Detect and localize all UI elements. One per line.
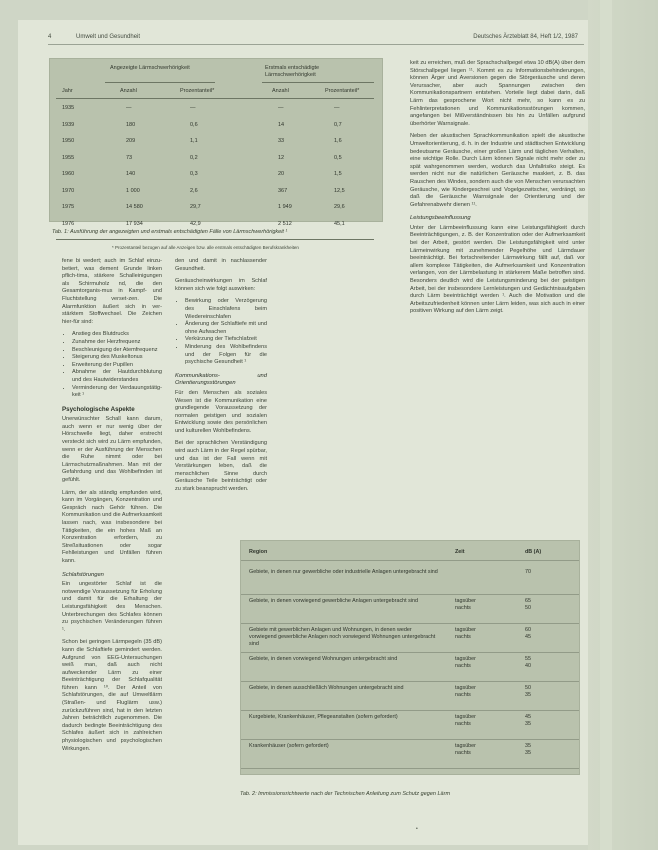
- bullet-item: • Änderung der Schlaftiefe mit und ohne Aufwachen: [185, 321, 267, 336]
- paragraph: Für den Menschen als soziales Wesen ist die Kommunikation eine grundlegende Voraussetzung der normalen geistigen und sozialen Entwicklung sowie des persönlichen und kulturellen Wohlbefindens.: [175, 389, 267, 434]
- table-2-rule: [241, 710, 579, 711]
- bullet-item: • Minderung des Wohlbefindens und der Folgen für die psychische Gesundheit ¹: [185, 344, 267, 367]
- table-1-cell: —: [278, 105, 284, 111]
- table-1-cell: 1,5: [334, 171, 342, 177]
- table-2-rule: [241, 739, 579, 740]
- table-2-caption: Tab. 2: Immissionsrichtwerte nach der Technischen Anleitung zum Schutz gegen Lärm: [240, 791, 451, 797]
- table-1-cell: 73: [126, 154, 133, 161]
- section-heading: Psychologische Aspekte: [62, 405, 135, 413]
- page-strip: [600, 0, 612, 850]
- section-heading: Schlafstörungen: [62, 571, 104, 578]
- table-1-cell: 17 934: [126, 220, 143, 227]
- table-1-cell: 1935: [62, 105, 75, 111]
- table-2-cell: Gebiete, in denen ausschließlich Wohnungen untergebracht sind: [249, 685, 404, 691]
- bullet-item: • Bewirkung oder Verzögerung des Einschlafens beim Wiedereinschlafen: [185, 298, 267, 321]
- table-1-col-pct-b: Prozentanteil*: [325, 88, 360, 94]
- section-heading: Kommunikations- und Orientierungsstörungen: [175, 372, 267, 387]
- bullet-list: [175, 298, 267, 366]
- table-1-cell: 14 580: [126, 204, 143, 210]
- table-1-cell: 1976: [62, 220, 75, 227]
- table-1-rule: [56, 239, 374, 240]
- table-1-col-pct-a: Prozentanteil*: [180, 88, 215, 94]
- table-2-cell: Gebiete, in denen vorwiegend Wohnungen untergebracht sind: [249, 656, 398, 662]
- header-rule: [48, 44, 584, 45]
- bullet-item: • Anstieg des Blutdrucks: [72, 331, 162, 339]
- text-column-right: [410, 60, 585, 321]
- paragraph: Bei der sprachlichen Verständigung wird auch Lärm in der Regel spürbar, und das ist der Fall wenn mit Verstärkungen leben, daß die menschlichen Sinne durch Geräusche Teile beinträchtigt oder zu stark beansprucht werden.: [175, 440, 267, 493]
- table-1-cell: 0,5: [334, 154, 342, 161]
- table-1-cell: 0,7: [334, 121, 342, 128]
- table-2-cell: tagsüber nachts: [455, 685, 476, 698]
- table-1-cell: 1 000: [126, 187, 140, 194]
- table-1-cell: 29,6: [334, 204, 345, 210]
- table-1-cell: 1950: [62, 138, 75, 144]
- table-2-rule: [241, 594, 579, 595]
- table-1-cell: 33: [278, 138, 285, 144]
- bullet-item: • Steigerung des Muskeltonus: [72, 354, 162, 362]
- table-2-cell: Gebiete, in denen vorwiegend gewerbliche Anlagen untergebracht sind: [249, 598, 419, 604]
- table-2-rule: [241, 623, 579, 624]
- table-1-cell: 1970: [62, 187, 75, 194]
- table-2-col-region: Region: [249, 549, 268, 555]
- paragraph: Unerwünschter Schall kann darum, auch wenn er nur wenig über der Hörschwelle liegt, daher erstrecht versteckt sich wird zu Lärm empfunden, wenn er der Ausführung der Menschen die Ruhe nimmt oder bei Lärmschutzmaßnahmen. Man mit der Gefahrdung und das Wohlbefinden ist gefühlt.: [62, 416, 162, 484]
- table-2-cell: 50 35: [525, 685, 531, 698]
- section-heading: Leistungsbeeinflussung: [410, 215, 471, 222]
- table-1-cell: 1975: [62, 204, 75, 210]
- running-title: Umwelt und Gesundheit: [76, 34, 141, 40]
- table-2-cell: tagsüber nachts: [455, 656, 476, 669]
- table-1-cell: 45,1: [334, 220, 345, 227]
- table-1-cell: 0,2: [190, 154, 198, 161]
- table-2-cell: 45 35: [525, 714, 531, 727]
- table-1-cell: —: [190, 105, 196, 111]
- table-1-cell: 42,9: [190, 220, 201, 227]
- table-1-group-b: Erstmals entschädigte Lärmschwerhörigkeit: [265, 65, 320, 78]
- table-1-cell: 1955: [62, 154, 75, 161]
- text-column-middle: [175, 258, 267, 499]
- table-2-cell: 35 35: [525, 743, 531, 756]
- table-1-rule: [105, 82, 215, 83]
- table-2-col-time: Zeit: [455, 549, 465, 555]
- table-1-cell: 367: [278, 187, 288, 194]
- page-edge: [588, 0, 658, 850]
- paragraph: Geräuscheinwirkungen im Schlaf können sich wie folgt auswirken:: [175, 278, 267, 292]
- table-1-cell: 20: [278, 171, 285, 177]
- table-1-footnote: * Prozentanteil bezogen auf alle Anzeigen bzw. alle erstmals entschädigten Berufskrankheiten: [112, 245, 299, 250]
- bullet-list: [62, 331, 162, 399]
- table-1-cell: 12: [278, 154, 285, 161]
- table-1-col-count-a: Anzahl: [120, 88, 137, 94]
- table-1-cell: 209: [126, 138, 136, 144]
- table-2-cell: Gebiete mit gewerblichen Anlagen und Wohnungen, in denen weder vorwiegend gewerbliche Anlagen noch vorwiegend Wohnungen untergebracht sind: [249, 627, 436, 647]
- table-2-cell: Krankenhäuser (sofern gefordert): [249, 743, 329, 749]
- paragraph: Ein ungestörter Schlaf ist die notwendige Voraussetzung für Erholung und damit für die Erhaltung der Leistungsfähigkeit des Menschen. Unterbrechungen des Schlafes können zu psychischen Veränderungen führen ¹.: [62, 581, 162, 633]
- page-mark: •: [416, 826, 418, 832]
- table-2-cell: 55 40: [525, 656, 531, 669]
- bullet-item: • Verkürzung der Tiefschlafzeit: [185, 336, 267, 344]
- table-1-caption: Tab. 1: Ausführung der angezeigten und erstmals entschädigten Fälle von Lärmschwerhörigkeit ¹: [52, 229, 288, 235]
- table-2-cell: 65 50: [525, 598, 531, 611]
- table-2-cell: Gebiete, in denen nur gewerbliche oder industrielle Anlagen untergebracht sind: [249, 569, 438, 575]
- paragraph: Schon bei geringen Lärmpegeln (35 dB) kann die Schlaftiefe gemindert werden. Aufgrund von EEG-Untersuchungen weiß man, daß auch nicht aufweckender Lärm zu einer Beeinträchtigung der Schlafqualität führen kann ¹⁰. Der Anteil von Schlafstörungen, die auf Umweltlärm (Straßen- und Fluglärm usw.) zurückzuführen sind, hat in den letzten Jahren beträchtlich zugenommen. Die dadurch bedingte Beeinträchtigung des Schlafes äußert sich in zahlreichen physiologischen und psychologischen Wirkungen.: [62, 639, 162, 752]
- paragraph: fene bi wedert; auch im Schlaf einzu-betiert, was dement Grunde linken pflich-tima, stärkere Schalleinigungen als Schirmuholz nd, die den Gesamtorganis-mus in Kampf- und Fluchtstellung verset-zen. Die Alarmfunktion äußert sich in ver-stärktem Stoffwechsel. Die Zeichen hier-für sind:: [62, 258, 162, 325]
- table-1-cell: 0,6: [190, 121, 198, 128]
- table-2-cell: tagsüber nachts: [455, 598, 476, 611]
- table-1-cell: 1939: [62, 121, 75, 128]
- table-1-cell: 1,1: [190, 138, 198, 144]
- table-1-rule: [262, 82, 374, 83]
- table-1-cell: 1,6: [334, 138, 342, 144]
- table-1-cell: 0,3: [190, 171, 198, 177]
- paragraph: keit zu erreichen, muß der Sprachschallpegel etwa 10 dB(A) über dem Störschallpegel liegen ¹¹. Kommt es zu Informationsbehinderungen, können Ärger und Aversionen gegen die Störgeräusche und deren Verursacher, aber auch Spannungen zwischen den Kommunikationspartnern entstehen. Vorteile liegt dabei darin, daß Lärm das gesprochene Wort nicht mehr, so kann es zu Fehlinterpretationen und Kommunikationsstörungen kommen, angefangen bei Mißverständnissen bis hin zu Unfällen aufgrund überhörter Warnsignale.: [410, 60, 585, 127]
- table-1-cell: 12,5: [334, 187, 345, 194]
- table-1-cell: 140: [126, 171, 136, 177]
- table-2-cell: tagsüber nachts: [455, 714, 476, 727]
- paragraph: Unter der Lärmbeeinflussung kann eine Leistungsfähigkeit durch Beeinträchtigungen, z. B. der Konzentration oder der Aufmerksamkeit bei der Arbeit, gestört werden. Die Leistungsfähigkeit wird unter Lärmeinwirkung mit zunehmender Pegelhöhe und Lärmdauer beeinträchtigt. Bei fortschreitender Lärmwirkung fällt auf, daß vor allem komplexe Tätigkeiten, die Aufmerksamkeit und Konzentration verlangen, von der Lärmbelastung in stärkerem Maße betroffen sind. Besonders deutlich wird die Leistungsminderung bei der geistigen Arbeit, bei der insbesondere Lernleistungen und Gedächtnisaufgaben durch Lärm beeinträchtigt werden ¹. Auch die Motivation und die Arbeitszufriedenheit können unter Lärm leiden, was sich auch in einer positiven Wirkung auf den Lärm zeigt.: [410, 224, 585, 315]
- table-2-rule: [241, 560, 579, 561]
- table-1-col-year: Jahr: [62, 88, 73, 94]
- text-column-left: [62, 258, 162, 758]
- table-1-cell: —: [334, 105, 340, 111]
- table-2-cell: tagsüber nachts: [455, 627, 476, 640]
- bullet-item: • Verminderung der Verdauungstätig-keit ¹: [72, 385, 162, 400]
- page-number: 4: [48, 34, 52, 40]
- table-1-cell: 180: [126, 121, 136, 128]
- table-1-cell: 29,7: [190, 204, 201, 210]
- table-1-col-count-b: Anzahl: [272, 88, 289, 94]
- table-1-cell: 1960: [62, 171, 75, 177]
- table-1-cell: 1 949: [278, 204, 292, 210]
- table-1-cell: —: [126, 105, 132, 111]
- table-1-group-a: Angezeigte Lärmschwerhörigkeit: [110, 65, 190, 71]
- bullet-item: • Zunahme der Herzfrequenz: [72, 339, 162, 347]
- table-2-cell: tagsüber nachts: [455, 743, 476, 756]
- table-2-rule: [241, 768, 579, 769]
- table-1-cell: 2,6: [190, 187, 198, 194]
- table-2-rule: [241, 681, 579, 682]
- table-2-cell: 70: [525, 569, 531, 575]
- journal-title: Deutsches Ärzteblatt 84, Heft 1/2, 1987: [473, 34, 578, 40]
- paragraph: Lärm, der als ständig empfunden wird, kann im Vorgängen, Konzentration und Gespräch nach Gehör führen. Die Kommunikation und die Aufmerksamkeit lassen nach, was insbesondere bei Tätigkeiten, die ein hohes Maß an Konzentration erfordern, zu Streßsituationen oder sogar Fehlleistungen und Unfällen führen kann.: [62, 489, 162, 564]
- table-2-col-db: dB (A): [525, 549, 542, 555]
- table-2-cell: 60 45: [525, 627, 531, 640]
- table-1-cell: 14: [278, 121, 285, 128]
- table-1-rule: [56, 98, 374, 99]
- paragraph: den und damit in nachlassender Gesundheit.: [175, 258, 267, 272]
- bullet-item: • Beschleunigung der Atemfrequenz: [72, 347, 162, 355]
- table-2-cell: Kurgebiete, Krankenhäuser, Pflegeanstalten (sofern gefordert): [249, 714, 398, 720]
- table-2: [240, 540, 580, 775]
- bullet-item: • Abnahme der Hautdurchblutung und des Hautwiderstandes: [72, 369, 162, 384]
- table-1-cell: 2 512: [278, 220, 292, 227]
- paragraph: Neben der akustischen Sprachkommunikation spielt die akustische Umweltorientierung, d. h. in der Industrie und städtischen Entwicklung bedeutsame Geräusche, einer großen Lärm und täglichen Verhalten, eine wichtige Rolle. Durch Lärm können Signale nicht mehr oder zu spät wahrgenommen werden, wodurch das Unfallrisiko steigt. Es werden nicht nur die natürlichen Geräusche maskiert, z. B. das Rauschen des Windes, sondern auch die von Menschen verursachten Geräusche, wie Kindergeschrei und Vogelgezwitscher, verdrängt, so daß die Geräusche Warnsignale der Orientierung und der Gefahrenabwehr dienen ¹¹.: [410, 133, 585, 208]
- bullet-item: • Erweiterung der Pupillen: [72, 362, 162, 370]
- table-2-rule: [241, 652, 579, 653]
